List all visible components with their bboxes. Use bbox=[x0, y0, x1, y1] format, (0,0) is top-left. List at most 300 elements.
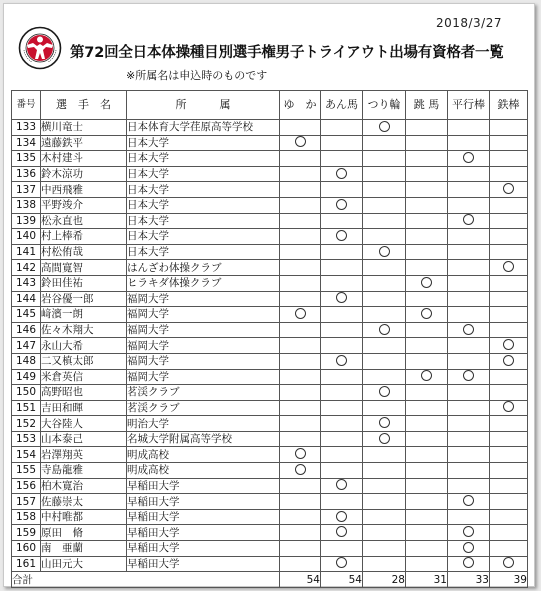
event-cell-pommel-horse bbox=[321, 275, 363, 291]
event-cell-high-bar bbox=[490, 135, 528, 151]
event-cell-high-bar bbox=[490, 494, 528, 510]
event-cell-rings bbox=[363, 322, 406, 338]
event-cell-parallel-bars bbox=[448, 525, 490, 541]
event-cell-vault bbox=[406, 525, 448, 541]
event-cell-vault bbox=[406, 322, 448, 338]
event-cell-pommel-horse bbox=[321, 385, 363, 401]
document-title: 第72回全日本体操種目別選手権男子トライアウト出場有資格者一覧 bbox=[70, 45, 504, 61]
event-cell-vault bbox=[406, 447, 448, 463]
event-cell-floor bbox=[280, 197, 321, 213]
event-cell-floor bbox=[280, 120, 321, 136]
athlete-number: 150 bbox=[12, 385, 41, 401]
event-cell-vault bbox=[406, 120, 448, 136]
event-cell-parallel-bars bbox=[448, 416, 490, 432]
event-cell-pommel-horse bbox=[321, 166, 363, 182]
event-cell-floor bbox=[280, 151, 321, 167]
athlete-affiliation: 早稲田大学 bbox=[127, 509, 280, 525]
event-cell-rings bbox=[363, 525, 406, 541]
qualified-circle-mark bbox=[336, 168, 347, 179]
event-cell-pommel-horse bbox=[321, 307, 363, 323]
event-cell-rings bbox=[363, 556, 406, 572]
event-cell-pommel-horse bbox=[321, 244, 363, 260]
table-row bbox=[12, 431, 528, 447]
event-cell-vault bbox=[406, 556, 448, 572]
event-cell-pommel-horse bbox=[321, 260, 363, 276]
event-cell-parallel-bars bbox=[448, 400, 490, 416]
total-parallel-bars: 33 bbox=[448, 572, 490, 588]
athlete-affiliation: ヒラキダ体操クラブ bbox=[127, 275, 280, 291]
event-cell-high-bar bbox=[490, 447, 528, 463]
athlete-name: 中村唯都 bbox=[41, 509, 127, 525]
event-cell-pommel-horse bbox=[321, 525, 363, 541]
athlete-number: 148 bbox=[12, 353, 41, 369]
table-row bbox=[12, 213, 528, 229]
event-cell-vault bbox=[406, 400, 448, 416]
event-cell-vault bbox=[406, 307, 448, 323]
event-cell-floor bbox=[280, 509, 321, 525]
header-rings: つり輪 bbox=[363, 91, 406, 120]
event-cell-pommel-horse bbox=[321, 213, 363, 229]
qualified-circle-mark bbox=[463, 370, 474, 381]
event-cell-pommel-horse bbox=[321, 291, 363, 307]
table-row bbox=[12, 182, 528, 198]
event-cell-rings bbox=[363, 447, 406, 463]
qualified-circle-mark bbox=[295, 308, 306, 319]
event-cell-rings bbox=[363, 431, 406, 447]
event-cell-high-bar bbox=[490, 525, 528, 541]
event-cell-floor bbox=[280, 322, 321, 338]
table-row bbox=[12, 307, 528, 323]
athlete-affiliation: 明治大学 bbox=[127, 416, 280, 432]
event-cell-vault bbox=[406, 244, 448, 260]
athlete-number: 149 bbox=[12, 369, 41, 385]
qualified-circle-mark bbox=[503, 355, 514, 366]
qualified-circle-mark bbox=[463, 152, 474, 163]
event-cell-parallel-bars bbox=[448, 509, 490, 525]
qualified-circle-mark bbox=[503, 261, 514, 272]
athlete-number: 159 bbox=[12, 525, 41, 541]
total-rings: 28 bbox=[363, 572, 406, 588]
event-cell-high-bar bbox=[490, 556, 528, 572]
event-cell-parallel-bars bbox=[448, 322, 490, 338]
event-cell-vault bbox=[406, 182, 448, 198]
event-cell-floor bbox=[280, 260, 321, 276]
table-row bbox=[12, 291, 528, 307]
athlete-name: 佐々木翔大 bbox=[41, 322, 127, 338]
table-row bbox=[12, 197, 528, 213]
athlete-number: 151 bbox=[12, 400, 41, 416]
event-cell-floor bbox=[280, 291, 321, 307]
table-body bbox=[12, 120, 528, 588]
event-cell-rings bbox=[363, 416, 406, 432]
qualified-circle-mark bbox=[463, 542, 474, 553]
athlete-affiliation: 早稲田大学 bbox=[127, 556, 280, 572]
event-cell-floor bbox=[280, 400, 321, 416]
event-cell-rings bbox=[363, 353, 406, 369]
athlete-number: 146 bbox=[12, 322, 41, 338]
qualified-athletes-table bbox=[11, 90, 528, 588]
table-row bbox=[12, 416, 528, 432]
table-row bbox=[12, 244, 528, 260]
document-sheet bbox=[3, 3, 535, 587]
athlete-number: 157 bbox=[12, 494, 41, 510]
table-row bbox=[12, 275, 528, 291]
athlete-number: 137 bbox=[12, 182, 41, 198]
event-cell-pommel-horse bbox=[321, 338, 363, 354]
athlete-affiliation: 明成高校 bbox=[127, 447, 280, 463]
total-high-bar: 39 bbox=[490, 572, 528, 588]
athlete-name: 佐藤崇太 bbox=[41, 494, 127, 510]
event-cell-high-bar bbox=[490, 369, 528, 385]
qualified-circle-mark bbox=[295, 448, 306, 459]
event-cell-floor bbox=[280, 416, 321, 432]
event-cell-high-bar bbox=[490, 213, 528, 229]
event-cell-rings bbox=[363, 260, 406, 276]
qualified-circle-mark bbox=[379, 324, 390, 335]
athlete-affiliation: 福岡大学 bbox=[127, 369, 280, 385]
athlete-number: 136 bbox=[12, 166, 41, 182]
event-cell-high-bar bbox=[490, 166, 528, 182]
event-cell-pommel-horse bbox=[321, 416, 363, 432]
athlete-affiliation: 福岡大学 bbox=[127, 353, 280, 369]
qualified-circle-mark bbox=[336, 230, 347, 241]
header-name: 選 手 名 bbox=[41, 91, 127, 120]
athlete-number: 155 bbox=[12, 463, 41, 479]
event-cell-vault bbox=[406, 478, 448, 494]
athlete-number: 161 bbox=[12, 556, 41, 572]
event-cell-parallel-bars bbox=[448, 244, 490, 260]
event-cell-pommel-horse bbox=[321, 509, 363, 525]
athlete-name: 山本泰己 bbox=[41, 431, 127, 447]
qualified-circle-mark bbox=[503, 183, 514, 194]
event-cell-pommel-horse bbox=[321, 182, 363, 198]
event-cell-rings bbox=[363, 244, 406, 260]
event-cell-rings bbox=[363, 385, 406, 401]
athlete-number: 156 bbox=[12, 478, 41, 494]
event-cell-vault bbox=[406, 463, 448, 479]
header-floor: ゆ か bbox=[280, 91, 321, 120]
event-cell-rings bbox=[363, 197, 406, 213]
event-cell-parallel-bars bbox=[448, 275, 490, 291]
event-cell-parallel-bars bbox=[448, 307, 490, 323]
table-row bbox=[12, 166, 528, 182]
qualified-circle-mark bbox=[463, 526, 474, 537]
table-row bbox=[12, 229, 528, 245]
event-cell-vault bbox=[406, 541, 448, 557]
athlete-name: 柏木寛治 bbox=[41, 478, 127, 494]
event-cell-high-bar bbox=[490, 322, 528, 338]
event-cell-pommel-horse bbox=[321, 229, 363, 245]
athlete-number: 144 bbox=[12, 291, 41, 307]
table-row bbox=[12, 509, 528, 525]
qualified-circle-mark bbox=[379, 417, 390, 428]
athlete-name: 岩澤翔英 bbox=[41, 447, 127, 463]
athlete-name: 横川竜士 bbox=[41, 120, 127, 136]
event-cell-vault bbox=[406, 260, 448, 276]
event-cell-rings bbox=[363, 400, 406, 416]
event-cell-parallel-bars bbox=[448, 260, 490, 276]
event-cell-pommel-horse bbox=[321, 556, 363, 572]
table-row bbox=[12, 400, 528, 416]
athlete-affiliation: 日本大学 bbox=[127, 197, 280, 213]
event-cell-floor bbox=[280, 353, 321, 369]
event-cell-parallel-bars bbox=[448, 182, 490, 198]
qualified-circle-mark bbox=[336, 479, 347, 490]
event-cell-parallel-bars bbox=[448, 494, 490, 510]
total-pommel-horse: 54 bbox=[321, 572, 363, 588]
athlete-name: 原田 脩 bbox=[41, 525, 127, 541]
athlete-affiliation: 日本大学 bbox=[127, 244, 280, 260]
event-cell-pommel-horse bbox=[321, 478, 363, 494]
event-cell-high-bar bbox=[490, 385, 528, 401]
event-cell-floor bbox=[280, 338, 321, 354]
athlete-affiliation: 日本大学 bbox=[127, 182, 280, 198]
table-row bbox=[12, 369, 528, 385]
athlete-affiliation: 明成高校 bbox=[127, 463, 280, 479]
event-cell-floor bbox=[280, 229, 321, 245]
event-cell-high-bar bbox=[490, 463, 528, 479]
athlete-name: 高野昭也 bbox=[41, 385, 127, 401]
header-high-bar: 鉄棒 bbox=[490, 91, 528, 120]
event-cell-vault bbox=[406, 385, 448, 401]
athlete-number: 135 bbox=[12, 151, 41, 167]
total-floor: 54 bbox=[280, 572, 321, 588]
event-cell-pommel-horse bbox=[321, 322, 363, 338]
table-row bbox=[12, 447, 528, 463]
event-cell-rings bbox=[363, 182, 406, 198]
event-cell-high-bar bbox=[490, 291, 528, 307]
athlete-affiliation: はんざわ体操クラブ bbox=[127, 260, 280, 276]
event-cell-pommel-horse bbox=[321, 447, 363, 463]
athlete-name: 木村建斗 bbox=[41, 151, 127, 167]
athlete-affiliation: 名城大学附属高等学校 bbox=[127, 431, 280, 447]
event-cell-pommel-horse bbox=[321, 353, 363, 369]
qualified-circle-mark bbox=[421, 277, 432, 288]
event-cell-floor bbox=[280, 541, 321, 557]
event-cell-parallel-bars bbox=[448, 135, 490, 151]
athlete-name: 遠藤鉄平 bbox=[41, 135, 127, 151]
event-cell-parallel-bars bbox=[448, 463, 490, 479]
qualified-circle-mark bbox=[463, 557, 474, 568]
event-cell-floor bbox=[280, 244, 321, 260]
event-cell-floor bbox=[280, 447, 321, 463]
athlete-affiliation: 茗渓クラブ bbox=[127, 385, 280, 401]
event-cell-vault bbox=[406, 166, 448, 182]
header-affiliation: 所 属 bbox=[127, 91, 280, 120]
qualified-circle-mark bbox=[503, 557, 514, 568]
table-row bbox=[12, 353, 528, 369]
athlete-name: 大谷陸人 bbox=[41, 416, 127, 432]
athlete-number: 152 bbox=[12, 416, 41, 432]
athlete-name: 村上棒希 bbox=[41, 229, 127, 245]
header-vault: 跳 馬 bbox=[406, 91, 448, 120]
athlete-number: 141 bbox=[12, 244, 41, 260]
event-cell-floor bbox=[280, 213, 321, 229]
athlete-affiliation: 福岡大学 bbox=[127, 338, 280, 354]
event-cell-floor bbox=[280, 463, 321, 479]
event-cell-high-bar bbox=[490, 416, 528, 432]
qualified-circle-mark bbox=[336, 292, 347, 303]
event-cell-rings bbox=[363, 463, 406, 479]
event-cell-vault bbox=[406, 509, 448, 525]
athlete-number: 154 bbox=[12, 447, 41, 463]
event-cell-rings bbox=[363, 120, 406, 136]
athlete-name: 吉田和暉 bbox=[41, 400, 127, 416]
event-cell-high-bar bbox=[490, 120, 528, 136]
event-cell-floor bbox=[280, 431, 321, 447]
event-cell-vault bbox=[406, 416, 448, 432]
athlete-number: 143 bbox=[12, 275, 41, 291]
gymnastics-association-logo bbox=[18, 26, 62, 70]
athlete-name: 鈴木涼功 bbox=[41, 166, 127, 182]
qualified-circle-mark bbox=[379, 433, 390, 444]
event-cell-rings bbox=[363, 338, 406, 354]
qualified-circle-mark bbox=[295, 464, 306, 475]
athlete-affiliation: 早稲田大学 bbox=[127, 525, 280, 541]
qualified-circle-mark bbox=[295, 136, 306, 147]
event-cell-vault bbox=[406, 338, 448, 354]
athlete-name: 岩谷優一郎 bbox=[41, 291, 127, 307]
qualified-circle-mark bbox=[379, 386, 390, 397]
event-cell-parallel-bars bbox=[448, 151, 490, 167]
athlete-affiliation: 日本体育大学荏原高等学校 bbox=[127, 120, 280, 136]
event-cell-vault bbox=[406, 353, 448, 369]
event-cell-rings bbox=[363, 135, 406, 151]
event-cell-parallel-bars bbox=[448, 385, 490, 401]
athlete-name: 﨑濱一朗 bbox=[41, 307, 127, 323]
event-cell-vault bbox=[406, 291, 448, 307]
event-cell-parallel-bars bbox=[448, 353, 490, 369]
athlete-affiliation: 福岡大学 bbox=[127, 291, 280, 307]
event-cell-floor bbox=[280, 369, 321, 385]
athlete-affiliation: 福岡大学 bbox=[127, 307, 280, 323]
athlete-affiliation: 日本大学 bbox=[127, 213, 280, 229]
event-cell-floor bbox=[280, 525, 321, 541]
event-cell-vault bbox=[406, 135, 448, 151]
event-cell-pommel-horse bbox=[321, 463, 363, 479]
document-date: 2018/3/27 bbox=[435, 16, 502, 30]
event-cell-floor bbox=[280, 494, 321, 510]
event-cell-vault bbox=[406, 369, 448, 385]
qualified-circle-mark bbox=[336, 557, 347, 568]
event-cell-vault bbox=[406, 494, 448, 510]
event-cell-parallel-bars bbox=[448, 338, 490, 354]
athlete-affiliation: 福岡大学 bbox=[127, 322, 280, 338]
event-cell-parallel-bars bbox=[448, 291, 490, 307]
table-row bbox=[12, 463, 528, 479]
total-vault: 31 bbox=[406, 572, 448, 588]
event-cell-rings bbox=[363, 275, 406, 291]
qualified-circle-mark bbox=[503, 339, 514, 350]
athlete-affiliation: 茗渓クラブ bbox=[127, 400, 280, 416]
event-cell-floor bbox=[280, 478, 321, 494]
event-cell-high-bar bbox=[490, 244, 528, 260]
event-cell-high-bar bbox=[490, 478, 528, 494]
event-cell-pommel-horse bbox=[321, 369, 363, 385]
table-row bbox=[12, 338, 528, 354]
event-cell-rings bbox=[363, 291, 406, 307]
event-cell-pommel-horse bbox=[321, 120, 363, 136]
qualified-circle-mark bbox=[421, 308, 432, 319]
athlete-name: 山田元大 bbox=[41, 556, 127, 572]
athlete-affiliation: 早稲田大学 bbox=[127, 541, 280, 557]
event-cell-vault bbox=[406, 275, 448, 291]
event-cell-floor bbox=[280, 307, 321, 323]
event-cell-rings bbox=[363, 166, 406, 182]
qualified-circle-mark bbox=[503, 401, 514, 412]
table-header-row bbox=[12, 91, 528, 120]
totals-row bbox=[12, 572, 528, 588]
event-cell-rings bbox=[363, 151, 406, 167]
qualified-circle-mark bbox=[463, 324, 474, 335]
athlete-number: 147 bbox=[12, 338, 41, 354]
event-cell-vault bbox=[406, 197, 448, 213]
header-parallel-bars: 平行棒 bbox=[448, 91, 490, 120]
event-cell-high-bar bbox=[490, 353, 528, 369]
event-cell-high-bar bbox=[490, 182, 528, 198]
event-cell-vault bbox=[406, 229, 448, 245]
qualified-circle-mark bbox=[463, 214, 474, 225]
event-cell-high-bar bbox=[490, 307, 528, 323]
event-cell-pommel-horse bbox=[321, 197, 363, 213]
totals-label: 合計 bbox=[12, 572, 280, 588]
athlete-affiliation: 日本大学 bbox=[127, 166, 280, 182]
event-cell-high-bar bbox=[490, 275, 528, 291]
table-row bbox=[12, 135, 528, 151]
athlete-name: 永山大希 bbox=[41, 338, 127, 354]
table-row bbox=[12, 541, 528, 557]
event-cell-parallel-bars bbox=[448, 197, 490, 213]
qualified-circle-mark bbox=[379, 121, 390, 132]
event-cell-pommel-horse bbox=[321, 541, 363, 557]
qualified-circle-mark bbox=[379, 246, 390, 257]
event-cell-pommel-horse bbox=[321, 151, 363, 167]
athlete-name: 高間寛智 bbox=[41, 260, 127, 276]
event-cell-pommel-horse bbox=[321, 135, 363, 151]
event-cell-high-bar bbox=[490, 197, 528, 213]
event-cell-rings bbox=[363, 213, 406, 229]
event-cell-floor bbox=[280, 166, 321, 182]
event-cell-high-bar bbox=[490, 400, 528, 416]
event-cell-floor bbox=[280, 385, 321, 401]
athlete-name: 寺島龍雅 bbox=[41, 463, 127, 479]
athlete-name: 村松侑哉 bbox=[41, 244, 127, 260]
athlete-name: 南 亜蘭 bbox=[41, 541, 127, 557]
event-cell-parallel-bars bbox=[448, 229, 490, 245]
athlete-affiliation: 早稲田大学 bbox=[127, 494, 280, 510]
table-row bbox=[12, 478, 528, 494]
event-cell-parallel-bars bbox=[448, 120, 490, 136]
event-cell-high-bar bbox=[490, 338, 528, 354]
event-cell-parallel-bars bbox=[448, 369, 490, 385]
athlete-number: 133 bbox=[12, 120, 41, 136]
athlete-number: 140 bbox=[12, 229, 41, 245]
event-cell-parallel-bars bbox=[448, 431, 490, 447]
table-row bbox=[12, 525, 528, 541]
event-cell-vault bbox=[406, 431, 448, 447]
athlete-name: 二又槙太郎 bbox=[41, 353, 127, 369]
event-cell-rings bbox=[363, 307, 406, 323]
table-row bbox=[12, 120, 528, 136]
athlete-name: 鈴田佳祐 bbox=[41, 275, 127, 291]
event-cell-floor bbox=[280, 556, 321, 572]
event-cell-parallel-bars bbox=[448, 213, 490, 229]
event-cell-rings bbox=[363, 494, 406, 510]
athlete-affiliation: 日本大学 bbox=[127, 151, 280, 167]
athlete-name: 松永直也 bbox=[41, 213, 127, 229]
qualified-circle-mark bbox=[421, 370, 432, 381]
table-row bbox=[12, 260, 528, 276]
